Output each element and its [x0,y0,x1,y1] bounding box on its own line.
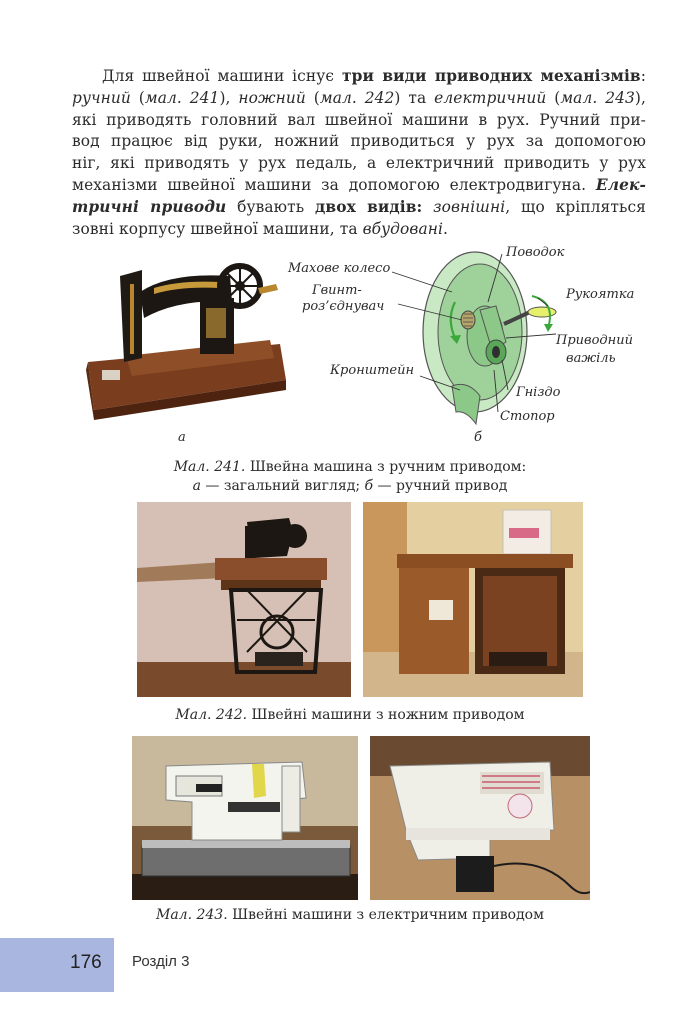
label-lever-line2: важіль [566,351,616,366]
treadle-machine-photo-1 [137,502,351,697]
caption-241: Мал. 241. Швейна машина з ручним приводом: а — загальний вигляд; б — ручний привод [173,459,527,494]
page-number: 176 [70,952,102,973]
line-5: ніг, які приводять у рух педаль, а електричний приводить у рух [72,154,646,173]
line-7: тричні приводи бувають двох видів: зовнішні, що кріпляться [72,197,646,216]
hand-sewing-machine-photo [80,258,290,428]
electric-machine-photo-2 [370,736,590,900]
label-screw-line1: Гвинт- [312,283,362,298]
treadle-machine-photo-2 [363,502,583,697]
label-flywheel: Махове колесо [288,261,391,276]
label-stopper: Стопор [500,409,555,424]
label-leash: Поводок [506,245,565,260]
hand-drive-diagram [280,240,660,450]
section-label: Розділ 3 [132,953,190,970]
electric-machine-photo-1 [132,736,358,900]
line-1: Для швейної машини існує три види приводних механізмів: [102,67,647,85]
line-8: зовні корпусу швейної машини, та вбудовані. [72,219,448,238]
caption-243: Мал. 243. Швейні машини з електричним приводом [155,907,545,923]
label-screw-line2: роз’єднувач [302,299,385,314]
fig241-label-b: б [474,430,482,445]
label-bracket: Кронштейн [330,363,415,378]
fig241-label-a: а [178,430,186,445]
body-paragraph [72,66,646,240]
caption-242: Мал. 242. Швейні машини з ножним приводом [175,707,525,723]
label-handle: Рукоятка [566,287,635,302]
line-4: вод працює від руки, ножний приводиться у рух за допомогою [72,132,646,151]
line-6: механізми швейної машини за допомогою електродвигуна. Елек- [72,175,646,194]
label-lever-line1: Приводний [556,333,633,348]
line-2: ручний (мал. 241), ножний (мал. 242) та електричний (мал. 243), [72,88,646,107]
label-socket: Гніздо [516,385,561,400]
line-3: які приводять головний вал швейної машини в рух. Ручний при- [72,110,646,129]
